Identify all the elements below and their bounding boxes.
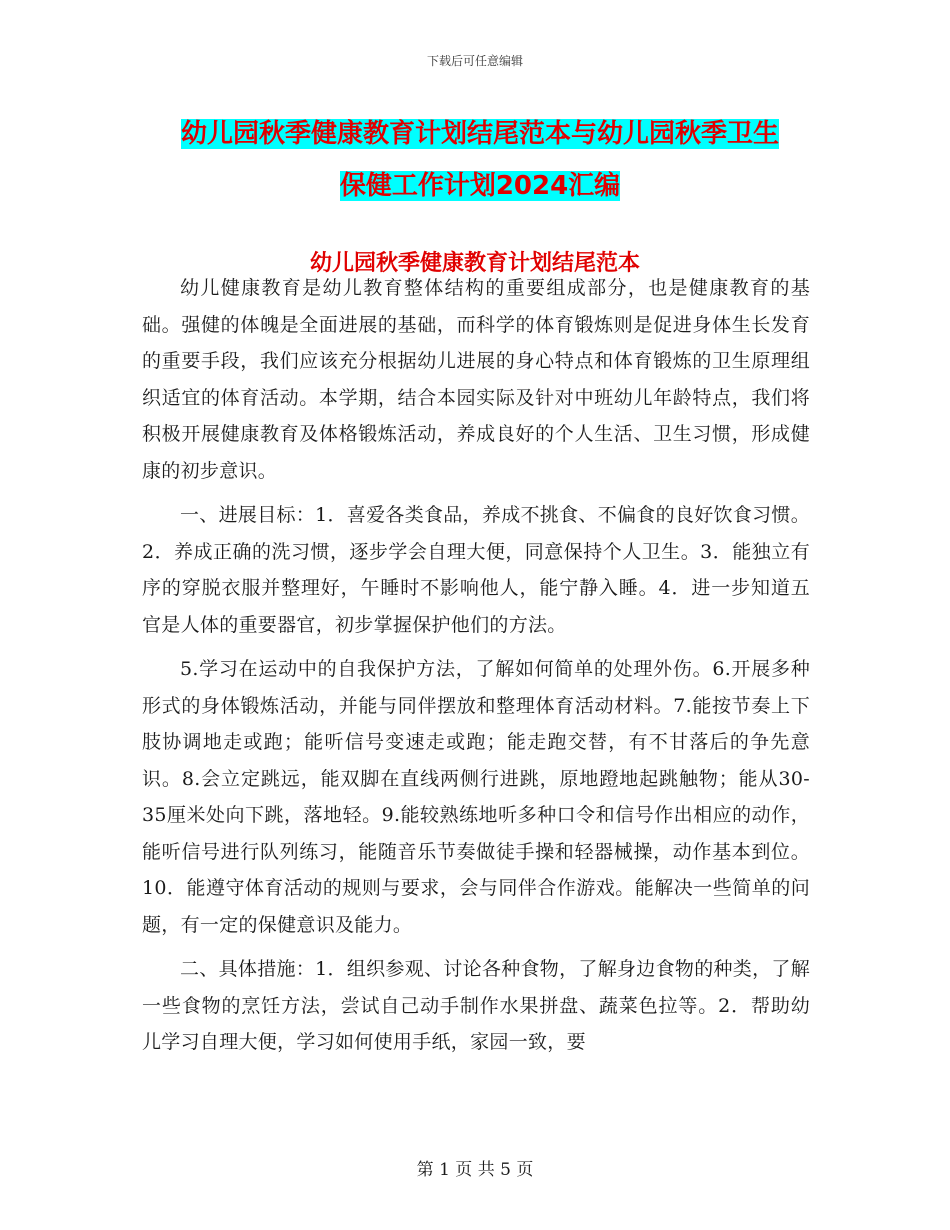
- paragraph: 幼儿健康教育是幼儿教育整体结构的重要组成部分，也是健康教育的基础。强健的体魄是全面进展的基础，而科学的体育锻炼则是促进身体生长发育的重要手段，我们应该充分根据幼儿进展的身心特点和体育锻炼的卫生原理组织适宜的体育活动。本学期，结合本园实际及针对中班幼儿年龄特点，我们将积极开展健康教育及体格锻炼活动，养成良好的个人生活、卫生习惯，形成健康的初步意识。: [142, 277, 810, 482]
- page-header-note: 下载后可任意编辑: [426, 54, 523, 68]
- section-heading: 幼儿园秋季健康教育计划结尾范本: [309, 251, 640, 276]
- document-title-line-2: 保健工作计划2024汇编: [339, 171, 621, 201]
- page-number-footer: 第 1 页 共 5 页: [416, 1160, 534, 1180]
- document-title: [140, 108, 820, 212]
- document-title-line-1: 幼儿园秋季健康教育计划结尾范本与幼儿园秋季卫生: [180, 119, 779, 149]
- paragraph: 一、进展目标：1．喜爱各类食品，养成不挑食、不偏食的良好饮食习惯。2．养成正确的洗习惯，逐步学会自理大便，同意保持个人卫生。3．能独立有序的穿脱衣服并整理好，午睡时不影响他人，能宁静入睡。4．进一步知道五官是人体的重要器官，初步掌握保护他们的方法。: [142, 504, 810, 636]
- paragraph: 二、具体措施：1．组织参观、讨论各种食物，了解身边食物的种类，了解一些食物的烹饪方法，尝试自己动手制作水果拼盘、蔬菜色拉等。2．帮助幼儿学习自理大便，学习如何使用手纸，家园一致，要: [142, 958, 810, 1053]
- paragraph: 5.学习在运动中的自我保护方法，了解如何简单的处理外伤。6.开展多种形式的身体锻炼活动，并能与同伴摆放和整理体育活动材料。7.能按节奏上下肢协调地走或跑；能听信号变速走或跑；能走跑交替，有不甘落后的争先意识。8.会立定跳远，能双脚在直线两侧行进跳，原地蹬地起跳触物；能从30-35厘米处向下跳，落地轻。9.能较熟练地听多种口令和信号作出相应的动作，能听信号进行队列练习，能随音乐节奏做徒手操和轻器械操，动作基本到位。10．能遵守体育活动的规则与要求，会与同伴合作游戏。能解决一些简单的问题，有一定的保健意识及能力。: [142, 658, 810, 936]
- document-body: [142, 270, 810, 1069]
